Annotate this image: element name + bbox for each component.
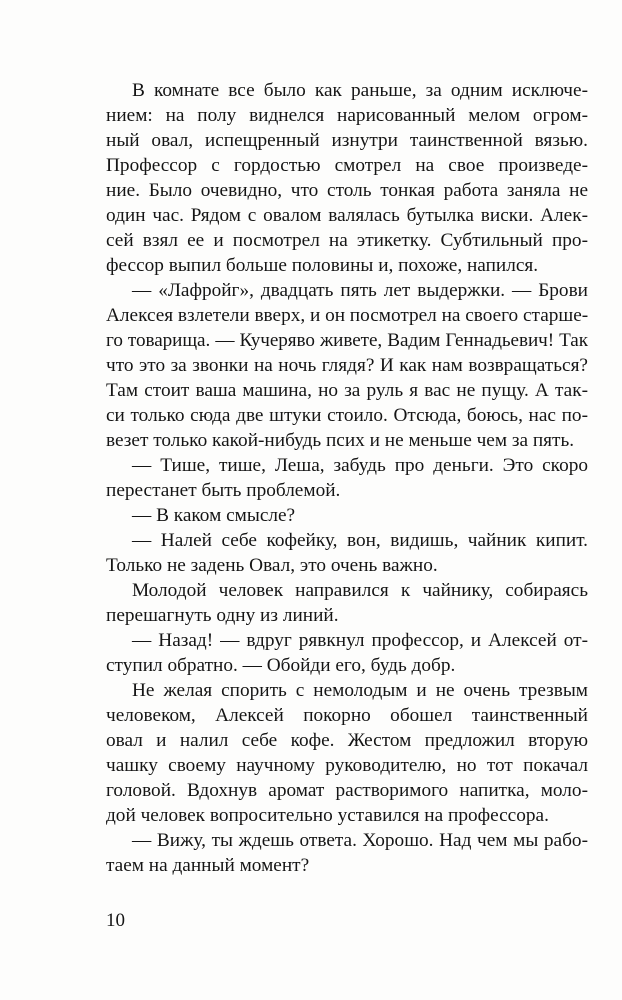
text-line: сей взял ее и посмотрел на этикетку. Субтильный про- (106, 230, 588, 251)
text-line: перестанет быть проблемой. (106, 480, 341, 501)
body-text (106, 78, 588, 878)
text-line: Там стоит ваша машина, но за руль я вас не пущу. А так- (106, 380, 588, 401)
text-line: человеком, Алексей покорно обошел таинственный (106, 705, 588, 726)
text-line: — В каком смысле? (132, 505, 296, 526)
text-line: — Назад! — вдруг рявкнул профессор, и Алексей от- (132, 630, 588, 651)
text-line: Алексея взлетели вверх, и он посмотрел на своего старше- (106, 305, 589, 326)
text-line: перешагнуть одну из линий. (106, 605, 339, 626)
text-line: — Вижу, ты ждешь ответа. Хорошо. Над чем мы рабо- (132, 830, 588, 851)
text-line: один час. Рядом с овалом валялась бутылка виски. Алек- (106, 205, 588, 226)
text-line: овал и налил себе кофе. Жестом предложил вторую (106, 730, 588, 751)
text-line: чашку своему научному руководителю, но тот покачал (106, 755, 588, 776)
text-line: Профессор с гордостью смотрел на свое произведе- (106, 155, 588, 176)
text-line: Не желая спорить с немолодым и не очень трезвым (132, 680, 588, 701)
text-line: ный овал, испещренный изнутри таинственной вязью. (106, 130, 588, 151)
text-line: везет только какой-нибудь псих и не меньше чем за пять. (106, 430, 575, 451)
text-line: фессор выпил больше половины и, похоже, напился. (106, 255, 539, 276)
text-line: что это за звонки на ночь глядя? И как нам возвращаться? (106, 355, 588, 376)
text-line: головой. Вдохнув аромат растворимого напитка, моло- (106, 780, 588, 801)
text-line: — Тише, тише, Леша, забудь про деньги. Это скоро (132, 455, 588, 476)
text-line: Молодой человек направился к чайнику, собираясь (132, 580, 588, 601)
text-line: си только сюда две штуки стоило. Отсюда, боюсь, нас по- (106, 405, 588, 426)
text-line: ние. Было очевидно, что столь тонкая работа заняла не (106, 180, 588, 201)
text-line: — «Лафройг», двадцать пять лет выдержки. — Брови (132, 280, 588, 301)
text-line: дой человек вопросительно уставился на профессора. (106, 805, 549, 826)
text-line: Только не задень Овал, это очень важно. (106, 555, 438, 576)
text-line: В комнате все было как раньше, за одним исключе- (132, 80, 588, 101)
page-number: 10 (106, 910, 125, 931)
text-line: го товарища. — Кучеряво живете, Вадим Геннадьевич! Так (106, 330, 588, 351)
text-line: таем на данный момент? (106, 855, 310, 876)
text-line: нием: на полу виднелся нарисованный мелом огром- (106, 105, 588, 126)
text-line: — Налей себе кофейку, вон, видишь, чайник кипит. (132, 530, 588, 551)
text-line: ступил обратно. — Обойди его, будь добр. (106, 655, 456, 676)
